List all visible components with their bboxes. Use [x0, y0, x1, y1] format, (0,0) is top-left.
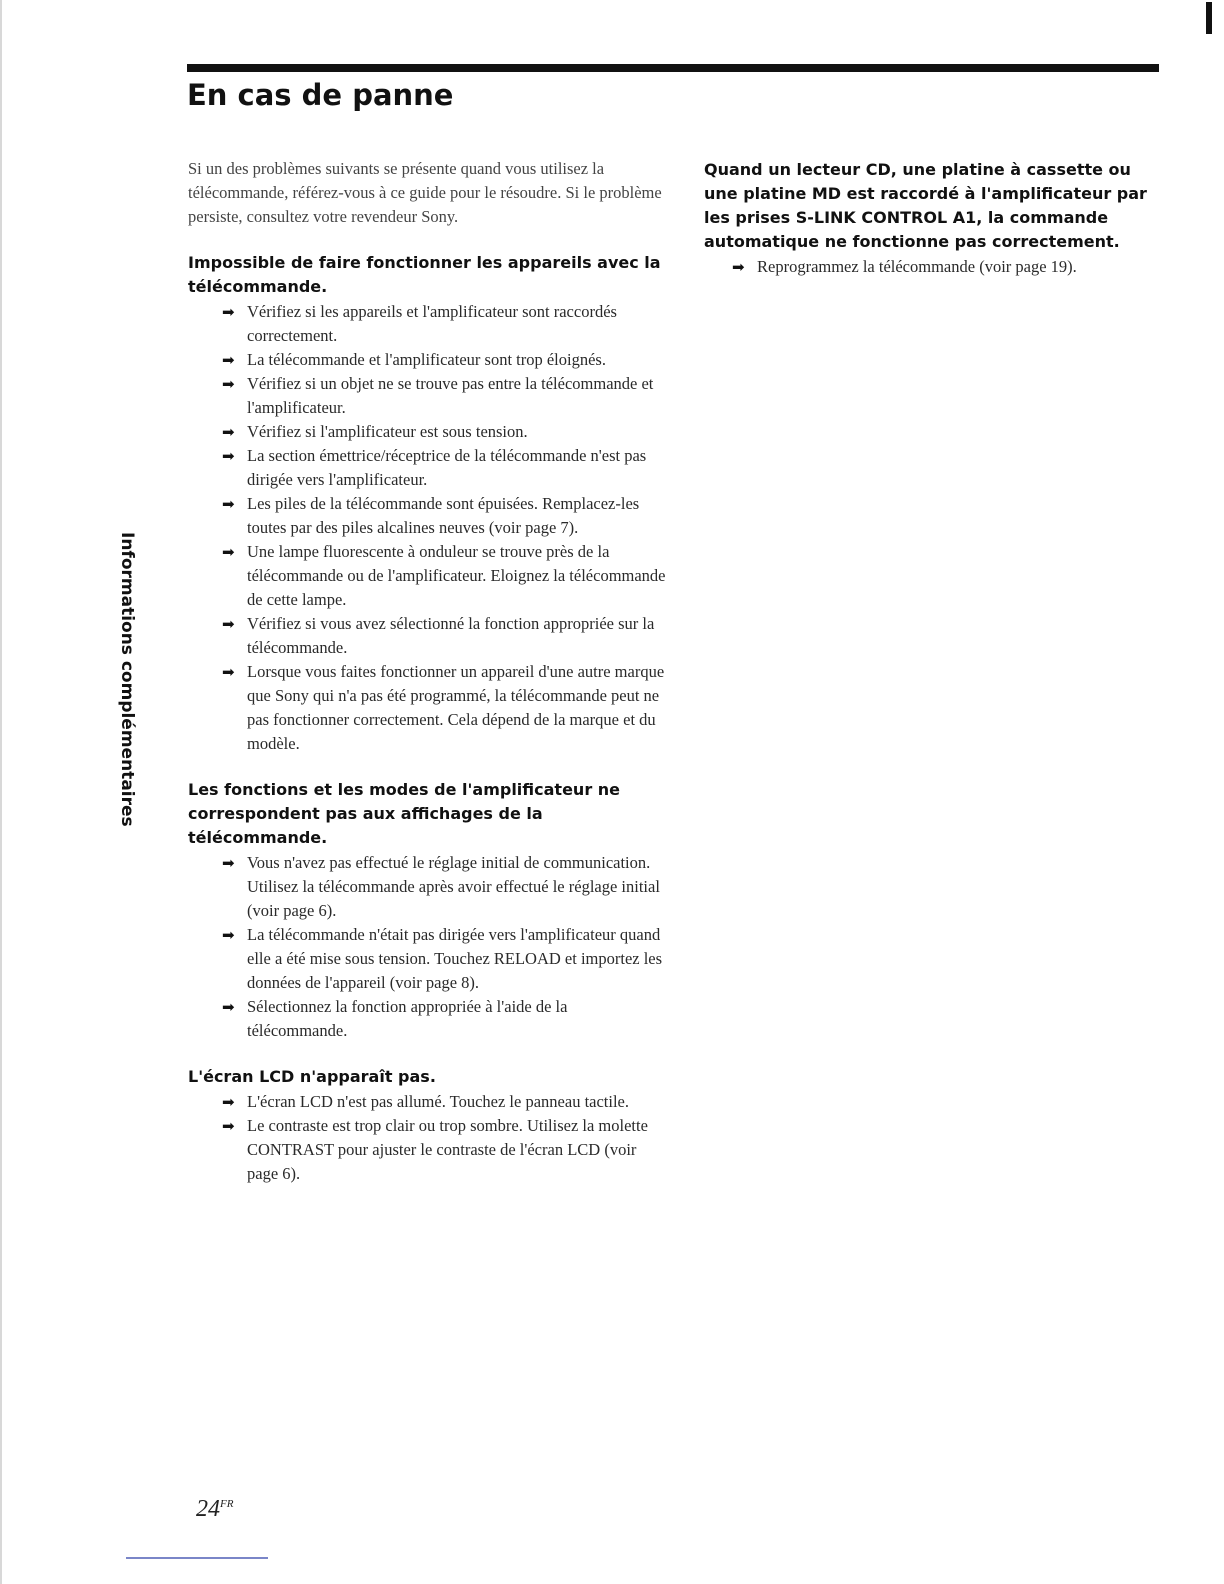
section-slink-control: [704, 158, 1164, 279]
arrow-right-icon: ➡: [222, 663, 235, 681]
solution-list: [188, 851, 668, 1043]
solution-item: ➡ Vérifiez si l'amplificateur est sous tension.: [222, 420, 668, 444]
arrow-right-icon: ➡: [222, 375, 235, 393]
arrow-right-icon: ➡: [222, 543, 235, 561]
arrow-right-icon: ➡: [222, 447, 235, 465]
section-heading: Impossible de faire fonctionner les appareils avec la télécommande.: [188, 253, 661, 296]
solution-item: ➡ Vérifiez si vous avez sélectionné la fonction appropriée sur la télécommande.: [222, 614, 655, 657]
arrow-right-icon: ➡: [222, 495, 235, 513]
section-remote-not-working: [188, 251, 668, 756]
section-lcd-blank: [188, 1065, 668, 1186]
solution-item: ➡ L'écran LCD n'est pas allumé. Touchez le panneau tactile.: [222, 1090, 668, 1114]
page-title: En cas de panne: [187, 78, 454, 112]
arrow-right-icon: ➡: [222, 854, 235, 872]
solution-list: [704, 255, 1164, 279]
right-column: [704, 158, 1164, 301]
footer-rule: [126, 1557, 268, 1559]
side-tab: [114, 531, 140, 827]
solution-list: [188, 1090, 668, 1186]
solution-item: ➡ Sélectionnez la fonction appropriée à l'aide de la télécommande.: [222, 997, 568, 1040]
solution-item: ➡ La télécommande et l'amplificateur sont trop éloignés.: [222, 348, 668, 372]
solution-item: ➡ Une lampe fluorescente à onduleur se trouve près de la télécommande ou de l'amplificateur. Eloignez la télécommande de cette lampe.: [222, 542, 666, 609]
side-tab-label: Informations complémentaires: [117, 531, 137, 827]
section-heading: Quand un lecteur CD, une platine à cassette ou une platine MD est raccordé à l'amplificateur par les prises S-LINK CONTROL A1, la commande automatique ne fonctionne pas correctement.: [704, 160, 1147, 251]
solution-item: ➡ Lorsque vous faites fonctionner un appareil d'une autre marque que Sony qui n'a pas été programmé, la télécommande peut ne pas fonctionner correctement. Cela dépend de la marque et du modèle.: [222, 662, 665, 753]
solution-item: ➡ La télécommande n'était pas dirigée vers l'amplificateur quand elle a été mise sous tension. Touchez RELOAD et importez les données de l'appareil (voir page 8).: [222, 925, 663, 992]
section-heading: Les fonctions et les modes de l'amplificateur ne correspondent pas aux affichages de la télécommande.: [188, 780, 621, 847]
arrow-right-icon: ➡: [732, 258, 745, 276]
solution-item: ➡ Vous n'avez pas effectué le réglage initial de communication. Utilisez la télécommande après avoir effectué le réglage initial (voir page 6).: [222, 853, 660, 920]
section-heading: L'écran LCD n'apparaît pas.: [188, 1067, 436, 1086]
left-column: [188, 157, 668, 1208]
page-edge: [0, 0, 2, 1584]
solution-item: ➡ Reprogrammez la télécommande (voir page 19).: [732, 255, 1164, 279]
arrow-right-icon: ➡: [222, 615, 235, 633]
solution-item: ➡ Vérifiez si les appareils et l'amplificateur sont raccordés correctement.: [222, 302, 617, 345]
arrow-right-icon: ➡: [222, 1093, 235, 1111]
title-rule: [187, 64, 1159, 72]
solution-item: ➡ Vérifiez si un objet ne se trouve pas entre la télécommande et l'amplificateur.: [222, 374, 654, 417]
solution-item: ➡ La section émettrice/réceptrice de la télécommande n'est pas dirigée vers l'amplificateur.: [222, 446, 647, 489]
section-modes-mismatch: [188, 778, 668, 1043]
page-number: $24^{FR}$: [196, 1496, 234, 1522]
solution-list: [188, 300, 668, 756]
solution-item: ➡ Les piles de la télécommande sont épuisées. Remplacez-les toutes par des piles alcalines neuves (voir page 7).: [222, 494, 640, 537]
solution-item: ➡ Le contraste est trop clair ou trop sombre. Utilisez la molette CONTRAST pour ajuster le contraste de l'écran LCD (voir page 6).: [222, 1116, 648, 1183]
arrow-right-icon: ➡: [222, 998, 235, 1016]
arrow-right-icon: ➡: [222, 423, 235, 441]
arrow-right-icon: ➡: [222, 351, 235, 369]
corner-mark: [1206, 2, 1212, 34]
arrow-right-icon: ➡: [222, 1117, 235, 1135]
arrow-right-icon: ➡: [222, 926, 235, 944]
arrow-right-icon: ➡: [222, 303, 235, 321]
intro-paragraph: Si un des problèmes suivants se présente quand vous utilisez la télécommande, référez-vous à ce guide pour le résoudre. Si le problème persiste, consultez votre revendeur Sony.: [188, 159, 662, 226]
